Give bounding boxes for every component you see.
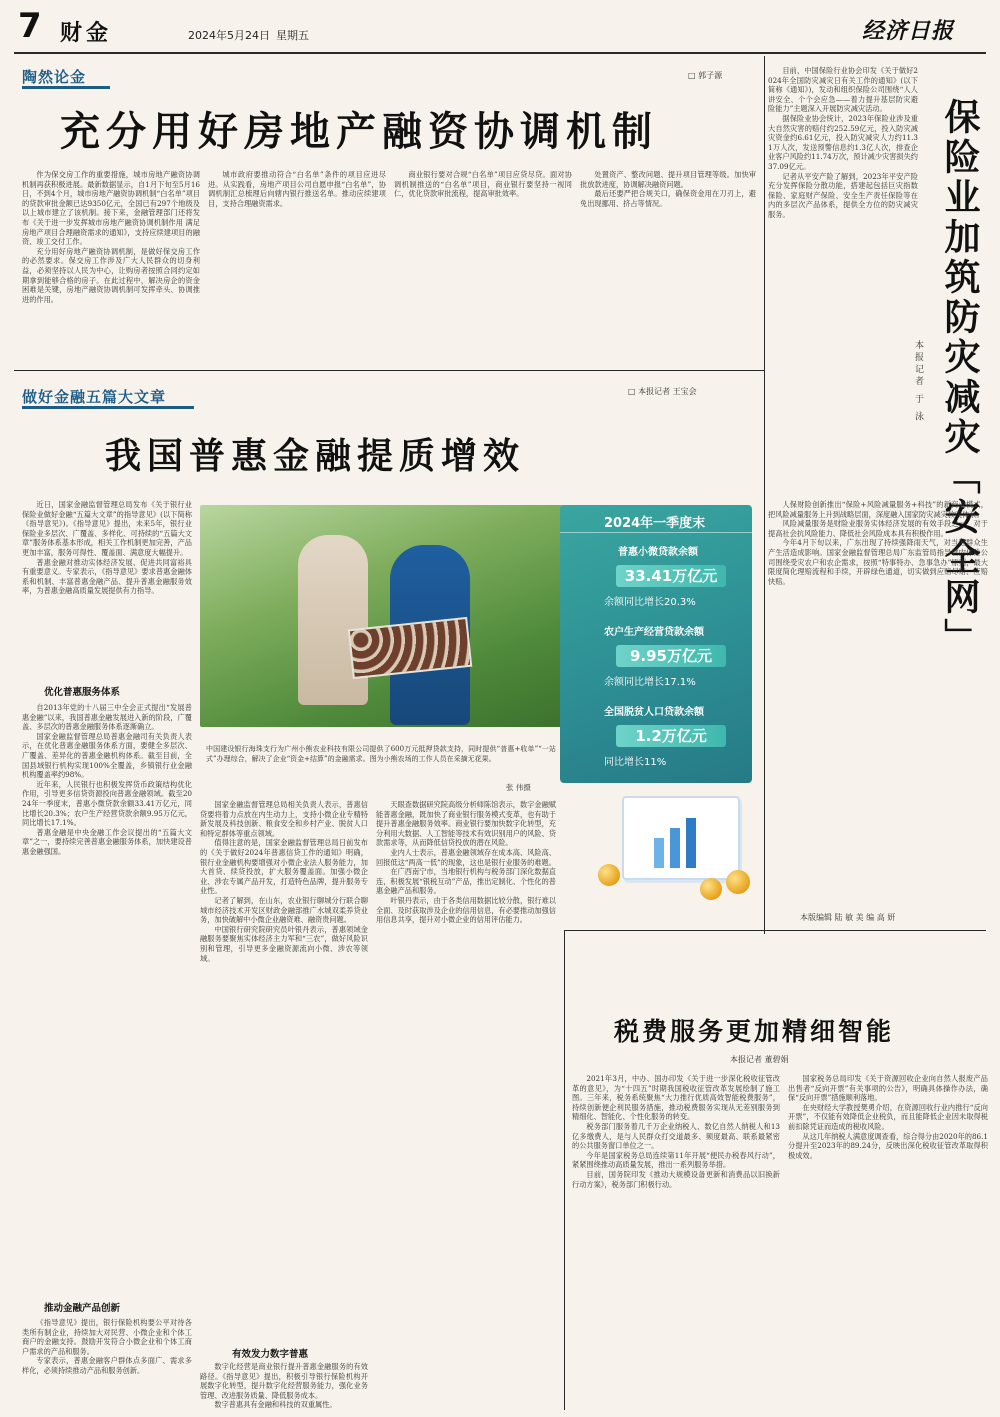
- article3-paragraph: 目前，中国保险行业协会印发《关于做好2024年全国防灾减灾日有关工作的通知》(以下简称《通知》)，发动和组织保险公司围绕“人人讲安全、个个会应急——着力提升基层防灾避险能力”主题深入开展防灾减灾活动。: [768, 66, 918, 114]
- article1-col-1: [22, 170, 200, 362]
- column-tag-underline: [22, 86, 110, 89]
- article2-col-2: [200, 800, 368, 1340]
- article3-text-lower: [768, 500, 988, 900]
- article1-paragraph: 最后还要严把合规关口，确保资金用在刀刃上，避免出现挪用、挤占等情况。: [580, 189, 756, 208]
- article2-headline: 我国普惠金融提质增效: [105, 436, 526, 477]
- article2-paragraph: 国家金融监督管理总局普惠金融司有关负责人表示，在优化普惠金融服务体系方面，要健全多层次、广覆盖、差异化的普惠金融机构体系。截至目前，全国县域银行机构实现100%全覆盖，乡镇银行业金融机构覆盖率约98%。: [22, 731, 192, 780]
- article1-col-2: [208, 170, 386, 362]
- photo-caption-text: 中国建设银行海珠支行为广州小熊农业科技有限公司提供了600万元抵押贷款支持，同时提供“普惠+收单”“一站式”办理综合，解决了企业“资金+结算”的金融需求。图为小熊农场的工作人员在采摘无花果。: [206, 745, 556, 763]
- article1-col-4: [580, 170, 756, 362]
- finance-illustration: [570, 790, 760, 908]
- article2-col-1-top: [22, 500, 192, 670]
- article2-paragraph: 专家表示，普惠金融客户群体点多面广、需求多样化，必须持续推动产品和服务创新。: [22, 1356, 192, 1375]
- article4-col-left: [572, 1074, 780, 1410]
- feature-photo: [200, 505, 592, 727]
- masthead-rule: [14, 52, 986, 54]
- column-tag-underline: [22, 406, 194, 409]
- article2-paragraph: 中国银行研究院研究员叶银丹表示，普惠领域金融服务要聚焦实体经济主力军和“三农”，做好风险识别和管理，引导更多金融资源流向小微、涉农等领域。: [200, 924, 368, 963]
- article2-paragraph: 自2013年党的十八届三中全会正式提出“发展普惠金融”以来，我国普惠金融发展进入新的阶段，广覆盖、多层次的普惠金融服务体系逐渐确立。: [22, 703, 192, 732]
- infographic-panel: [560, 505, 752, 783]
- article3-vertical-headline: 保险业加筑防灾减灾「安全网」: [939, 98, 980, 658]
- article2-paragraph: 在广西南宁市，当地银行机构与税务部门深化数据直连，积极发展“银税互动”产品，推出定制化、个性化的普惠金融产品和服务。: [376, 867, 556, 896]
- column-tag-taoran: 陶然论金: [22, 68, 87, 86]
- article1-paragraph: 城市政府要推动符合“白名单”条件的项目应进尽进。从实践看，房地产项目公司自愿申报“白名单”，协调机制汇总梳理后向辖内银行推送名单。推动应续建项目，支持合理融资需求。: [208, 170, 386, 208]
- infographic-item-3-value: 1.2万亿元: [616, 725, 726, 747]
- coin-icon: [726, 870, 750, 894]
- article2-paragraph: 叶银丹表示，由于各类信用数据比较分散，银行难以全面、及时获取涉及企业的信用信息，有必要推动加强信用信息共享，提升对小微企业的信用评估能力。: [376, 895, 556, 925]
- article2-paragraph: 普惠金融是中央金融工作会议提出的“五篇大文章”之一，要持续完善普惠金融服务体系，加快建设普惠金融强国。: [22, 827, 192, 856]
- article4-paragraph: 今年是国家税务总局连续第11年开展“便民办税春风行动”，紧紧围绕推动高质量发展，推出一系列服务举措。: [572, 1150, 780, 1170]
- article4-paragraph: 目前，国务院印发《推动大规模设备更新和消费品以旧换新行动方案》，税务部门积极行动。: [572, 1169, 780, 1189]
- infographic-title: 2024年一季度末: [604, 516, 706, 531]
- photo-worker-left: [298, 535, 368, 705]
- article4-paragraph: 税务部门服务着几千万企业纳税人、数亿自然人纳税人和13亿多缴费人，是与人民群众打交道最多、频度最高、联系最紧密的公共服务窗口单位之一。: [572, 1121, 780, 1151]
- issue-weekday: 星期五: [276, 29, 309, 42]
- article2-byline: □ 本报记者 王宝会: [628, 387, 697, 396]
- article4-byline: 本报记者 董碧娟: [730, 1055, 789, 1064]
- article2-paragraph: 普惠金融对推动实体经济发展、促进共同富裕具有重要意义。专家表示，《指导意见》要求普惠金融体系和机制、丰富普惠金融产品、提升普惠金融服务效率，为普惠金融高质量发展提供有力指导。: [22, 557, 192, 596]
- article3-bottom-rule: [564, 930, 986, 931]
- photo-credit: 张 伟摄: [506, 783, 531, 792]
- article3-paragraph: 人保财险创新推出“保险+风险减量服务+科技”的新商业模式，把风险减量服务上升到战略层面，深度融入国家防灾减灾救灾体系。: [768, 500, 988, 519]
- article3-paragraph: 今年4月下旬以来，广东出现了持续强降雨天气，对当地群众生产生活造成影响。国家金融监督管理总局广东监管局指导辖内保险公司围绕受灾农户和农企需求，按照“特事特办、急事急办”原则，最大限度简化理赔流程和手续，开辟绿色通道，切实做到应赔尽赔、应赔快赔。: [768, 538, 988, 586]
- article3-vertical-byline: 本报记者 于 泳: [913, 340, 923, 424]
- article2-subhead-1: 优化普惠服务体系: [44, 687, 121, 698]
- article4-left-divider: [564, 930, 565, 1410]
- photo-caption: [206, 745, 556, 785]
- article4-paragraph: 2021年3月，中办、国办印发《关于进一步深化税收征管改革的意见》，为“十四五”时期我国税收征管改革发展绘制了施工图。三年来，税务系统聚焦“大力推行优质高效智能税费服务”，持续创新便企利民服务措施，推动税费服务实现从无差别服务到精细化、智能化、个性化服务的转变。: [572, 1074, 780, 1122]
- illustration-screen: [622, 796, 740, 880]
- infographic-item-2-growth: 余额同比增长17.1%: [604, 677, 696, 688]
- article2-col-3: [376, 800, 556, 1410]
- article1-bottom-rule: [14, 370, 764, 371]
- infographic-title-band: [560, 532, 752, 533]
- article4-paragraph: 从这几年纳税人满意度调查看，综合得分由2020年的86.1分提升至2023年的89.24分，反映出深化税收征管改革取得积极成效。: [788, 1131, 988, 1160]
- article3-text: [768, 66, 918, 496]
- coin-icon: [700, 878, 722, 900]
- article2-subhead-2: 推动金融产品创新: [44, 1303, 121, 1314]
- article2-paragraph: 近日，国家金融监督管理总局发布《关于银行业保险业做好金融“五篇大文章”的指导意见》(以下简称《指导意见》)。《指导意见》提出，未来5年，银行业保险业多层次、广覆盖、多样化、可持续的“五篇大文章”服务体系基本形成，相关工作机制更加完善，产品更加丰富，服务可得性、覆盖面、满意度大幅提升。: [22, 500, 192, 557]
- article2-paragraph: 业内人士表示，普惠金融领域存在成本高、风险高、回报低这“两高一低”的现象，这也是银行业服务的难题。: [376, 847, 556, 867]
- article1-paragraph: 充分用好房地产融资协调机制，是做好保交房工作的必然要求。保交房工作涉及广大人民群众的切身利益，必须坚持以人民为中心，让购房者按照合同约定如期拿到能够合格的房子。在此过程中，解决房企的资金困难是关键，房地产融资协调机制可发挥牵头、协调推进的作用。: [22, 246, 200, 304]
- article2-col-1-bottom: [22, 1318, 192, 1408]
- page-number: 7: [18, 6, 42, 46]
- infographic-item-3-growth: 同比增长11%: [604, 757, 667, 768]
- column-tag-five-articles: 做好金融五篇大文章: [22, 388, 167, 406]
- infographic-item-1-growth: 余额同比增长20.3%: [604, 597, 696, 608]
- section-name: 财金: [60, 21, 113, 46]
- newspaper-logo: 经济日报: [862, 18, 955, 44]
- article1-col-3: [394, 170, 572, 362]
- infographic-item-3-label: 全国脱贫人口贷款余额: [604, 707, 704, 718]
- article4-col-right: [788, 1074, 988, 1410]
- article2-paragraph: 《指导意见》提出，银行保险机构要公平对待各类所有制企业，持续加大对民营、小微企业和个体工商户的金融支持。鼓励开发符合小微企业和个体工商户需求的产品和服务。: [22, 1318, 192, 1356]
- illustration-chart-bar: [686, 818, 696, 868]
- article2-paragraph: 数字化经营是商业银行提升普惠金融服务的有效路径。《指导意见》提出，积极引导银行保险机构开展数字化转型，提升数字化经营服务能力，强化业务管理、改进服务质量、降低服务成本。: [200, 1362, 368, 1400]
- coin-icon: [598, 864, 620, 886]
- illustration-chart-bar: [670, 828, 680, 868]
- article1-byline: □ 郭子源: [688, 71, 723, 80]
- article2-paragraph: 天眼查数据研究院高级分析师陈馆表示，数字金融赋能普惠金融，既加快了商业银行服务模式变革，也有助于提升普惠金融服务效率。商业银行要加快数字化转型，充分利用大数据、人工智能等技术有效识别用户的风险、贷款需求等，从而降低信贷投放的潜在风险。: [376, 800, 556, 848]
- article1-headline: 充分用好房地产融资协调机制: [60, 109, 658, 155]
- article1-paragraph: 处置资产、整改问题、提升项目管理等级。加快审批放款进度，协调解决融资问题。: [580, 170, 756, 189]
- article2-paragraph: 数字普惠具有金融和科技的双重属性。: [214, 1400, 337, 1410]
- infographic-item-2-label: 农户生产经营贷款余额: [604, 627, 704, 638]
- article2-paragraph: 近年来，人民银行也积极发挥货币政策结构优化作用，引导更多信贷资源投向普惠金融领域。截至2024年一季度末，普惠小微贷款余额33.41万亿元，同比增长20.3%；农户生产经营贷款余额9.95万亿元，同比增长17.1%。: [22, 779, 192, 828]
- article4-paragraph: 国家税务总局印发《关于资源回收企业向自然人报废产品出售者“反向开票”有关事项的公告》，明确具体操作办法，确保“反向开票”措施顺利落地。: [788, 1074, 988, 1103]
- article2-paragraph: 国家金融监督管理总局相关负责人表示，普惠信贷要将着力点放在内生动力上，支持小微企业专精特新发展及科技创新、粮食安全和乡村产业、脱贫人口和特定群体等重点领域。: [200, 800, 368, 838]
- article2-paragraph: 值得注意的是，国家金融监督管理总局日前发布的《关于做好2024年普惠信贷工作的通知》明确，银行业金融机构要增强对小微企业法人服务能力，加大首贷、续贷投放，扩大服务覆盖面。加强小微企业、涉农专属产品开发，打造特色品牌，提升服务专业性。: [200, 838, 368, 896]
- article4-paragraph: 在央财经大学教授樊勇介绍，在资源回收行业内推行“反向开票”，不仅能有效降低企业税负，而且能降低企业因未取得税前扣除凭证而造成的税收风险。: [788, 1102, 988, 1131]
- article4-headline: 税费服务更加精细智能: [614, 1017, 895, 1046]
- issue-date: 2024年5月24日: [188, 29, 270, 42]
- article2-col-1-mid: [22, 703, 192, 1173]
- infographic-item-2-value: 9.95万亿元: [616, 645, 726, 667]
- article3-paragraph: 据保险业协会统计，2023年保险业涉及重大自然灾害的赔付约252.59亿元，投入防灾减灾资金约6.61亿元，投入防灾减灾人力约11.31万人次，发送预警信息约1.3亿人次，排查企业客户风险约11.74万次，预计减少灾害损失约37.09亿元。: [768, 113, 918, 171]
- article1-paragraph: 商业银行要对合规“白名单”项目应贷尽贷。面对协调机制推送的“白名单”项目，商业银行要坚持一视同仁，优化贷款审批流程，提高审批效率。: [394, 170, 572, 199]
- article3-paragraph: 记者从平安产险了解到，2023年平安产险充分发挥保险分散功能，搭建起包括巨灾指数保险、家庭财产保险、安全生产责任保险等在内的多层次产品体系，提供全方位的防灾减灾服务。: [768, 171, 918, 219]
- article3-paragraph: 风险减量服务是财险业服务实体经济发展的有效手段之一，对于提高社会抗风险能力、降低社会风险成本具有积极作用。: [768, 519, 988, 538]
- illustration-chart-bar: [654, 838, 664, 868]
- article2-paragraph: 记者了解到，在山东，农业银行聊城分行联合聊城市经济技术开发区财政金融部推广水城双柔养贷业务，加快破解中小微企业融资难、融资贵问题。: [200, 895, 368, 925]
- page-editor-credit: 本版编辑 陆 敏 美 编 高 妍: [800, 913, 896, 922]
- infographic-item-1-value: 33.41万亿元: [616, 565, 726, 587]
- article2-col-2-bottom: [200, 1362, 368, 1410]
- infographic-item-1-label: 普惠小微贷款余额: [618, 547, 698, 558]
- article1-paragraph: 作为保交房工作的重要措施，城市房地产融资协调机制再获积极进展。最新数据显示，自1月下旬至5月16日，不到4个月，城市房地产融资协调机制“白名单”项目的贷款审批金额已达9350亿元，全国已有297个地级及以上城市建立了该机制。接下来，金融管理部门还将发布《关于进一步发挥城市房地产融资协调机制作用 满足房地产项目合理融资需求的通知》，支持应续建项目的融资、竣工交付工作。: [22, 170, 200, 247]
- article2-subhead-3: 有效发力数字普惠: [232, 1349, 309, 1360]
- right-column-divider: [764, 56, 765, 934]
